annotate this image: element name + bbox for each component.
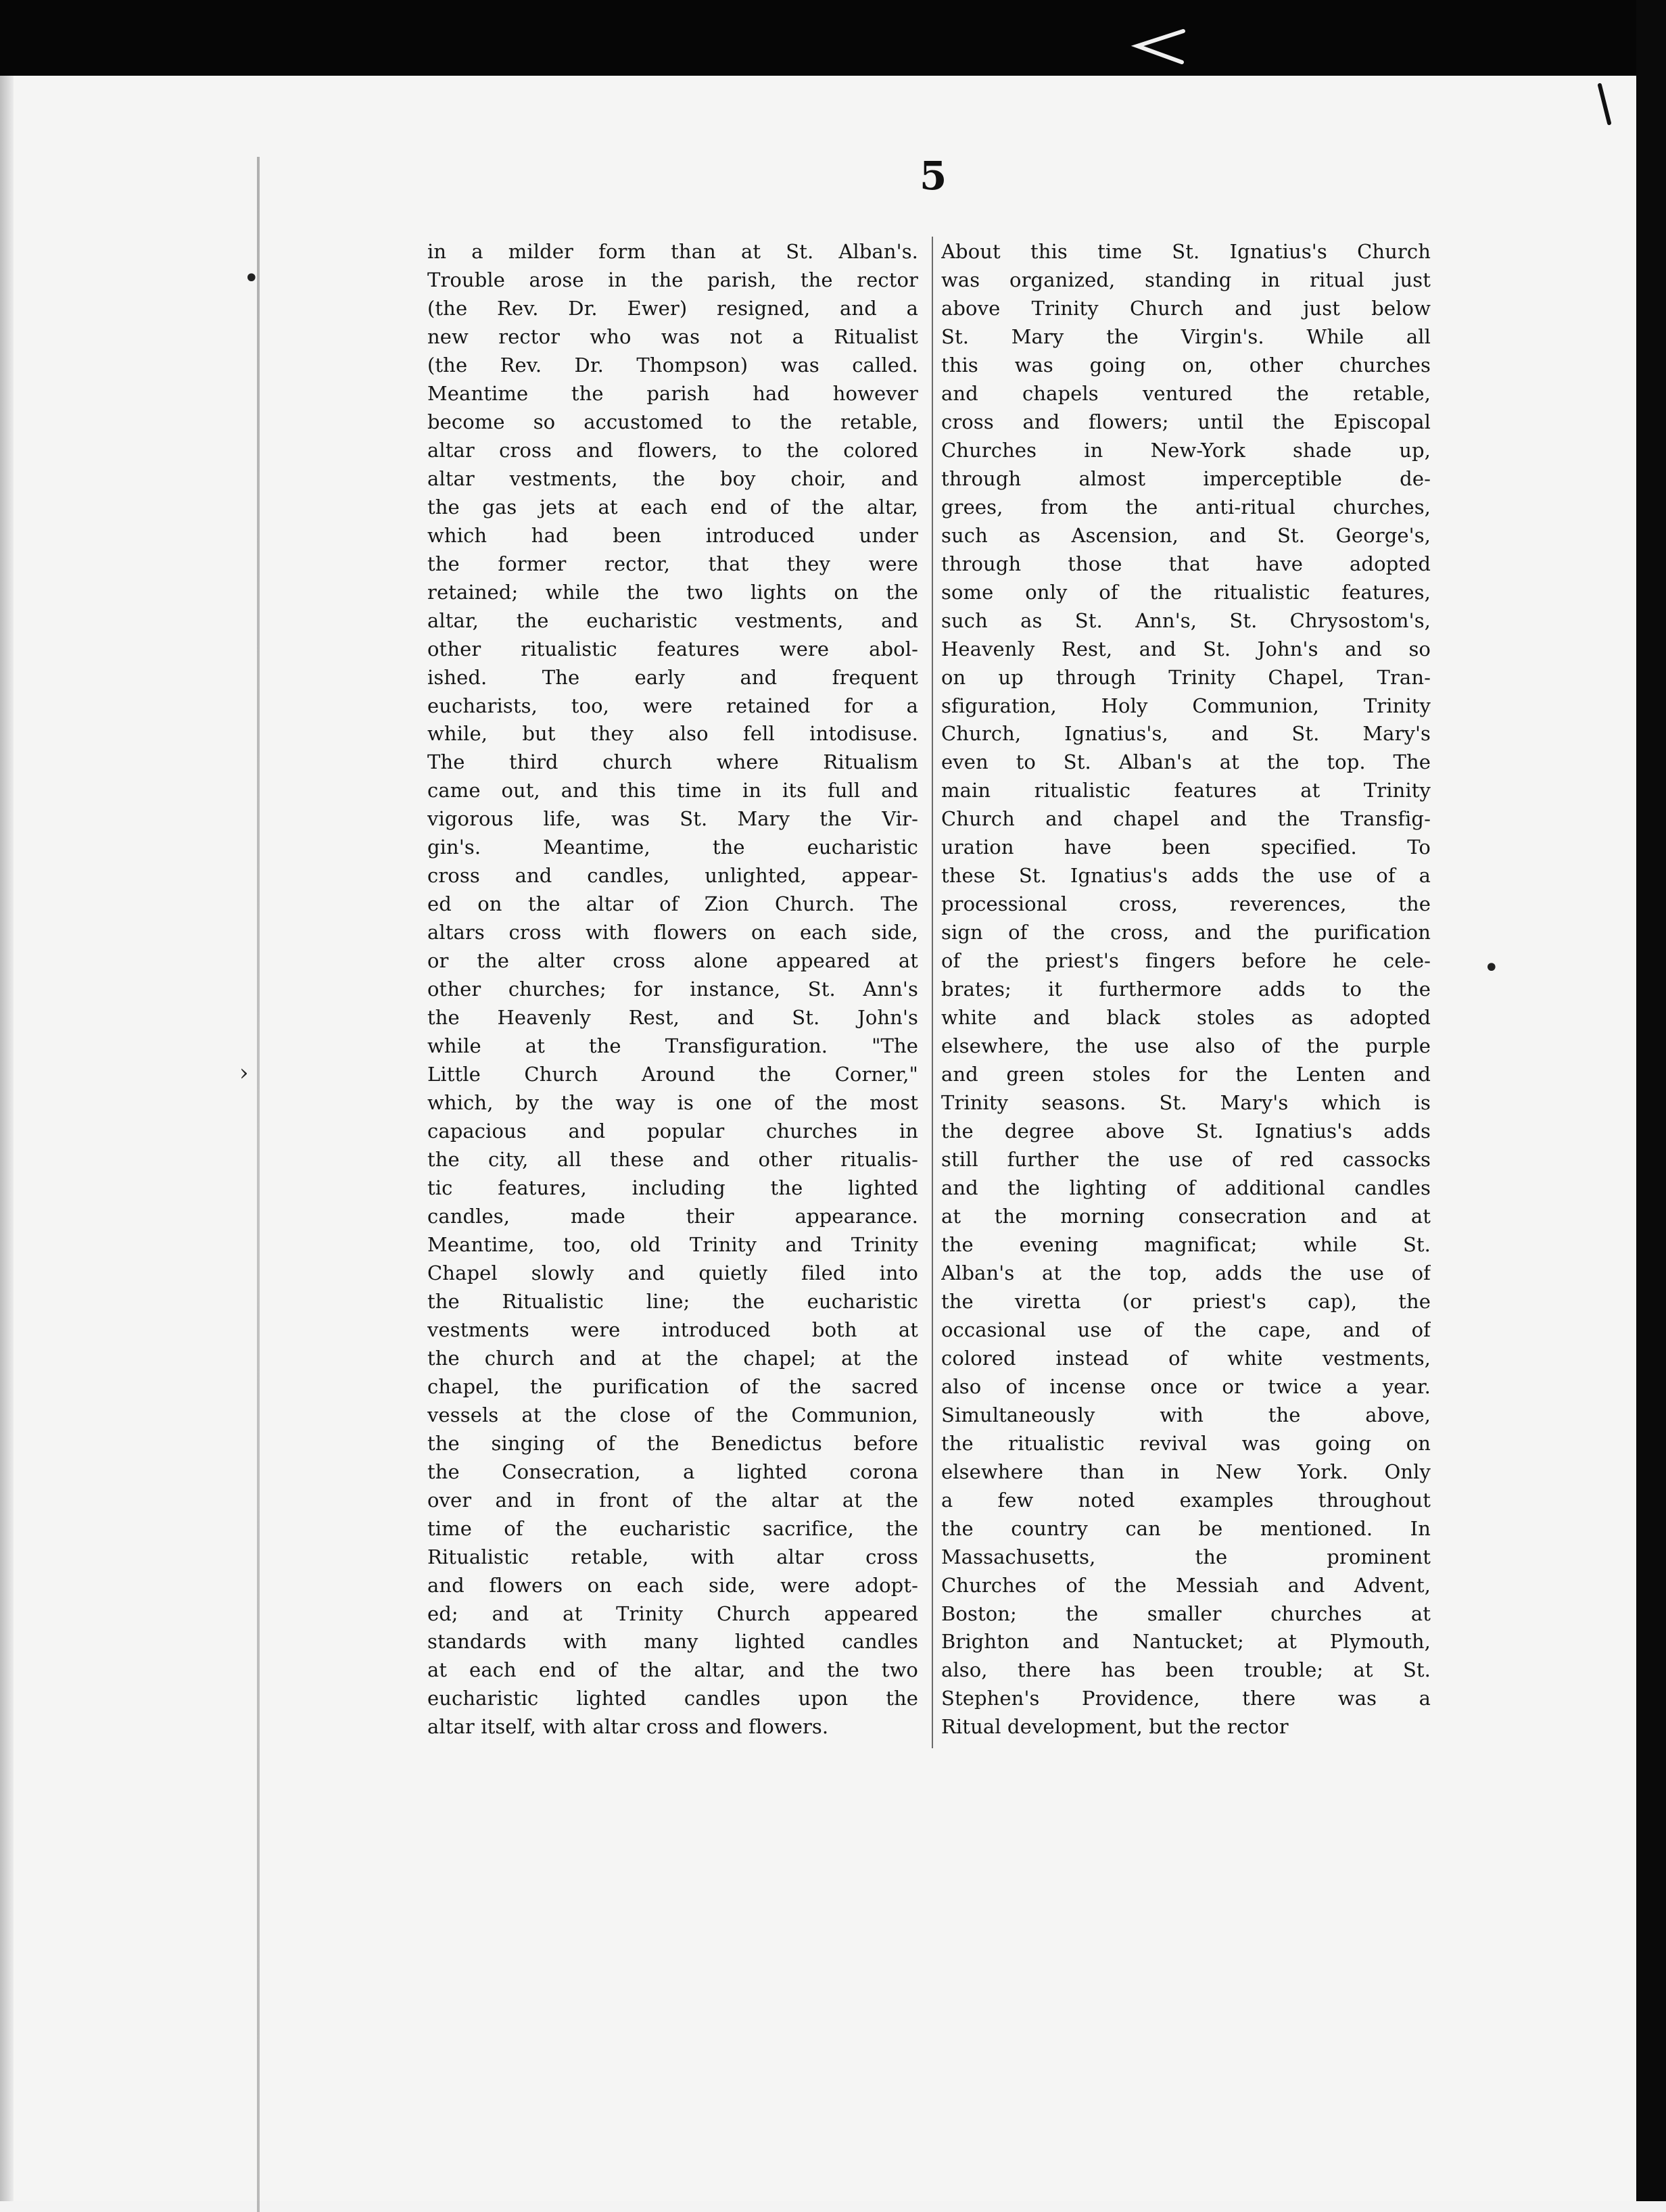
text-line: which, by the way is one of the most	[427, 1091, 918, 1115]
text-line: this was going on, other churches	[941, 353, 1431, 377]
text-line: Massachusetts, the prominent	[941, 1545, 1431, 1568]
text-line: Alban's at the top, adds the use of	[941, 1261, 1431, 1284]
text-line: altars cross with flowers on each side,	[427, 921, 918, 944]
text-line: eucharists, too, were retained for a	[427, 694, 918, 717]
text-line: chapel, the purification of the sacred	[427, 1374, 918, 1398]
text-line: grees, from the anti-ritual churches,	[941, 495, 1431, 519]
text-line: capacious and popular churches in	[427, 1120, 918, 1143]
text-line: Brighton and Nantucket; at Plymouth,	[941, 1630, 1431, 1654]
text-line: other ritualistic features were abol-	[427, 637, 918, 660]
text-line: altar, the eucharistic vestments, and	[427, 608, 918, 632]
text-line: on up through Trinity Chapel, Tran-	[941, 665, 1431, 689]
text-line: Meantime, too, old Trinity and Trinity	[427, 1232, 918, 1256]
text-line: the church and at the chapel; at the	[427, 1346, 918, 1370]
text-line: through those that have adopted	[941, 552, 1431, 575]
text-line: Trouble arose in the parish, the rector	[427, 268, 918, 291]
text-line: the evening magnificat; while St.	[941, 1232, 1431, 1256]
text-line: the Heavenly Rest, and St. John's	[427, 1006, 918, 1030]
scan-border-top	[0, 0, 1666, 76]
text-line: such as St. Ann's, St. Chrysostom's,	[941, 608, 1431, 632]
text-line: in a milder form than at St. Alban's.	[427, 240, 918, 263]
text-line: the degree above St. Ignatius's adds	[941, 1120, 1431, 1143]
text-line: cross and candles, unlighted, appear-	[427, 864, 918, 888]
text-line: Little Church Around the Corner,"	[427, 1063, 918, 1086]
text-line: the former rector, that they were	[427, 552, 918, 575]
text-line: the ritualistic revival was going on	[941, 1431, 1431, 1455]
text-line: still further the use of red cassocks	[941, 1148, 1431, 1171]
text-line: of the priest's fingers before he cele-	[941, 949, 1431, 973]
text-line: a few noted examples throughout	[941, 1488, 1431, 1512]
text-line: was organized, standing in ritual just	[941, 268, 1431, 291]
text-line: altar itself, with altar cross and flowers.	[427, 1715, 829, 1739]
text-line: at each end of the altar, and the two	[427, 1658, 918, 1682]
text-line: vessels at the close of the Communion,	[427, 1403, 918, 1426]
text-line: while, but they also fell intodisuse.	[427, 722, 918, 746]
text-line: elsewhere than in New York. Only	[941, 1460, 1431, 1483]
text-line: candles, made their appearance.	[427, 1204, 918, 1228]
text-line: through almost imperceptible de-	[941, 466, 1431, 490]
text-line: (the Rev. Dr. Ewer) resigned, and a	[427, 296, 918, 320]
text-line: become so accustomed to the retable,	[427, 410, 918, 433]
scan-speck: ›	[239, 1059, 249, 1086]
text-line: time of the eucharistic sacrifice, the	[427, 1516, 918, 1540]
scan-border-left	[0, 76, 14, 2201]
text-line: uration have been specified. To	[941, 836, 1431, 859]
text-line: main ritualistic features at Trinity	[941, 779, 1431, 802]
text-line: Boston; the smaller churches at	[941, 1602, 1431, 1625]
text-line: brates; it furthermore adds to the	[941, 978, 1431, 1001]
text-line: at the morning consecration and at	[941, 1204, 1431, 1228]
text-line: ed on the altar of Zion Church. The	[427, 892, 918, 916]
text-line: also, there has been trouble; at St.	[941, 1658, 1431, 1682]
text-line: eucharistic lighted candles upon the	[427, 1687, 918, 1710]
text-line: Heavenly Rest, and St. John's and so	[941, 637, 1431, 660]
right-text-column	[941, 238, 1431, 1741]
text-line: The third church where Ritualism	[427, 750, 918, 774]
text-line: Churches of the Messiah and Advent,	[941, 1573, 1431, 1597]
text-line: which had been introduced under	[427, 523, 918, 547]
text-line: vestments were introduced both at	[427, 1318, 918, 1341]
text-line: cross and flowers; until the Episcopal	[941, 410, 1431, 433]
text-line: Trinity seasons. St. Mary's which is	[941, 1091, 1431, 1115]
scan-artifact-tick	[1594, 80, 1621, 134]
text-line: sign of the cross, and the purification	[941, 921, 1431, 944]
text-line: Ritual development, but the rector	[941, 1715, 1289, 1739]
left-text-column	[427, 238, 918, 1741]
text-line: ished. The early and frequent	[427, 665, 918, 689]
text-line: vigorous life, was St. Mary the Vir-	[427, 807, 918, 831]
text-line: some only of the ritualistic features,	[941, 580, 1431, 604]
scan-speck: •	[243, 263, 260, 294]
text-line: such as Ascension, and St. George's,	[941, 523, 1431, 547]
text-line: Ritualistic retable, with altar cross	[427, 1545, 918, 1568]
text-line: new rector who was not a Ritualist	[427, 324, 918, 348]
scan-border-right	[1636, 0, 1666, 2201]
text-line: also of incense once or twice a year.	[941, 1374, 1431, 1398]
text-line: occasional use of the cape, and of	[941, 1318, 1431, 1341]
text-line: sfiguration, Holy Communion, Trinity	[941, 694, 1431, 717]
text-line: the viretta (or priest's cap), the	[941, 1289, 1431, 1313]
text-line: Stephen's Providence, there was a	[941, 1687, 1431, 1710]
text-line: these St. Ignatius's adds the use of a	[941, 864, 1431, 888]
page-fold-line	[257, 157, 260, 2212]
text-line: other churches; for instance, St. Ann's	[427, 978, 918, 1001]
text-line: Churches in New-York shade up,	[941, 438, 1431, 462]
text-line: Meantime the parish had however	[427, 381, 918, 405]
page-number: 5	[920, 153, 947, 199]
text-line: and flowers on each side, were adopt-	[427, 1573, 918, 1597]
text-line: even to St. Alban's at the top. The	[941, 750, 1431, 774]
scan-artifact-arrow	[1122, 27, 1190, 68]
text-line: and green stoles for the Lenten and	[941, 1063, 1431, 1086]
scan-speck: •	[1483, 953, 1500, 984]
text-line: About this time St. Ignatius's Church	[941, 240, 1431, 263]
text-line: ed; and at Trinity Church appeared	[427, 1602, 918, 1625]
text-line: the singing of the Benedictus before	[427, 1431, 918, 1455]
text-line: (the Rev. Dr. Thompson) was called.	[427, 353, 918, 377]
text-line: the Ritualistic line; the eucharistic	[427, 1289, 918, 1313]
text-line: colored instead of white vestments,	[941, 1346, 1431, 1370]
text-line: processional cross, reverences, the	[941, 892, 1431, 916]
text-line: while at the Transfiguration. "The	[427, 1034, 918, 1058]
text-line: white and black stoles as adopted	[941, 1006, 1431, 1030]
text-line: Church, Ignatius's, and St. Mary's	[941, 722, 1431, 746]
text-line: altar cross and flowers, to the colored	[427, 438, 918, 462]
text-line: elsewhere, the use also of the purple	[941, 1034, 1431, 1058]
text-line: above Trinity Church and just below	[941, 296, 1431, 320]
text-line: Chapel slowly and quietly filed into	[427, 1261, 918, 1284]
text-line: gin's. Meantime, the eucharistic	[427, 836, 918, 859]
text-line: Church and chapel and the Transfig-	[941, 807, 1431, 831]
text-line: altar vestments, the boy choir, and	[427, 466, 918, 490]
text-line: or the alter cross alone appeared at	[427, 949, 918, 973]
text-line: the city, all these and other ritualis-	[427, 1148, 918, 1171]
text-line: the Consecration, a lighted corona	[427, 1460, 918, 1483]
text-line: over and in front of the altar at the	[427, 1488, 918, 1512]
column-divider	[932, 237, 933, 1748]
text-line: standards with many lighted candles	[427, 1630, 918, 1654]
text-line: St. Mary the Virgin's. While all	[941, 324, 1431, 348]
text-line: Simultaneously with the above,	[941, 1403, 1431, 1426]
text-line: and chapels ventured the retable,	[941, 381, 1431, 405]
text-line: came out, and this time in its full and	[427, 779, 918, 802]
text-line: retained; while the two lights on the	[427, 580, 918, 604]
text-line: and the lighting of additional candles	[941, 1176, 1431, 1199]
text-line: the country can be mentioned. In	[941, 1516, 1431, 1540]
text-line: the gas jets at each end of the altar,	[427, 495, 918, 519]
text-line: tic features, including the lighted	[427, 1176, 918, 1199]
